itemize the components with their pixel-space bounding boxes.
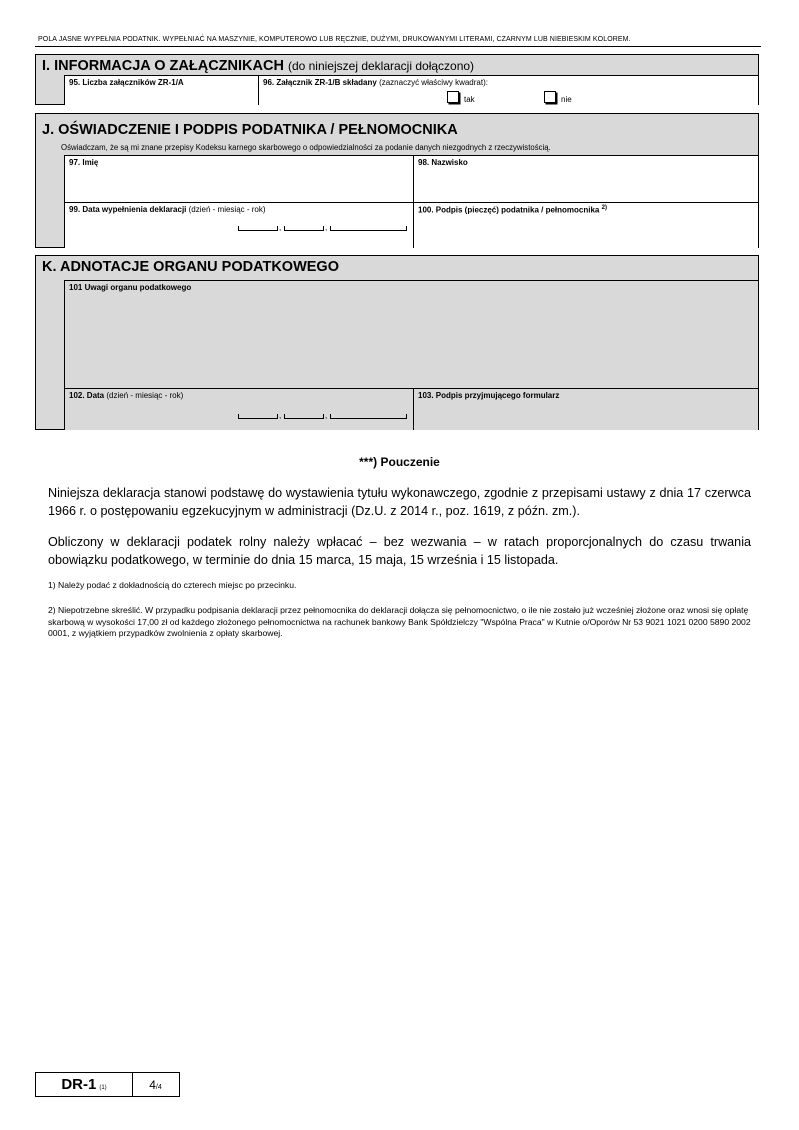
- section-i-title: I. INFORMACJA O ZAŁĄCZNIKACH (do niniejszej deklaracji dołączono): [42, 58, 475, 74]
- form-instruction: POLA JASNE WYPEŁNIA PODATNIK. WYPEŁNIAĆ NA MASZYNIE, KOMPUTEROWO LUB RĘCZNIE, DUŻYMI, DRUKOWANYMI LITERAMI, CZARNYM LUB NIEBIESKIM KOLOREM.: [38, 36, 631, 43]
- field-100-label: 100. Podpis (pieczęć) podatnika / pełnomocnika $^{2)}$: [418, 205, 607, 215]
- top-rule: [35, 46, 761, 47]
- field-101: [64, 280, 758, 388]
- footnote-2: 2) Niepotrzebne skreślić. W przypadku podpisania deklaracji przez pełnomocnika do deklaracji dołącza się pełnomocnictwo, o ile nie zostało już wcześniej złożone oraz wnosi się opłatę skarbową w wysokości 17,00 zł od każdego złożonego pełnomocnictwa na rachunek bankowy Bank Spółdzielczy "Wspólna Praca" w Kutnie o/Oporów Nr 53 9021 1021 0200 5890 2002 0001, z wyjątkiem przypadków zwolnienia z opłaty skarbowej.: [48, 605, 751, 638]
- field-102-label: 102. Data (dzień - miesiąc - rok): [69, 391, 184, 400]
- footnote-1: 1) Należy podać z dokładnością do czterech miejsc po przecinku.: [48, 580, 297, 590]
- checkbox-tak-label: tak: [464, 95, 475, 104]
- notice-paragraph-2: Obliczony w deklaracji podatek rolny należy wpłacać – bez wezwania – w ratach proporcjonalnych do czasu trwania obowiązku podatkowego, w terminie do dnia 15 marca, 15 maja, 15 września i 15 listopada.: [48, 535, 751, 567]
- date-day-slot: [238, 226, 278, 231]
- declaration-statement: Oświadczam, że są mi znane przepisy Kodeksu karnego skarbowego o odpowiedzialności za podanie danych niezgodnych z rzeczywistością.: [61, 143, 551, 152]
- checkbox-nie-label: nie: [561, 95, 572, 104]
- section-k-title: K. ADNOTACJE ORGANU PODATKOWEGO: [42, 259, 339, 275]
- section-k: [35, 255, 759, 430]
- field-102: 102. Data (dzień - miesiąc - rok) , ,: [64, 388, 413, 430]
- field-99-label: 99. Data wypełnienia deklaracji (dzień - miesiąc - rok): [69, 205, 266, 214]
- field-96-label: 96. Załącznik ZR-1/B składany (zaznaczyć właściwy kwadrat):: [263, 78, 488, 87]
- field-97-label: 97. Imię: [69, 158, 99, 167]
- field-100[interactable]: [413, 202, 758, 248]
- field-101-label: 101 Uwagi organu podatkowego: [69, 283, 192, 292]
- field-97[interactable]: [64, 155, 413, 202]
- field-103-label: 103. Podpis przyjmującego formularz: [418, 391, 560, 400]
- field-96: [258, 75, 758, 105]
- page-number: 4/4: [149, 1078, 162, 1092]
- date-year-slot: [330, 226, 407, 231]
- form-id-box: [35, 1072, 180, 1097]
- field-95-label: 95. Liczba załączników ZR-1/A: [69, 78, 184, 87]
- notice-paragraph-1: Niniejsza deklaracja stanowi podstawę do wystawienia tytułu wykonawczego, zgodnie z przepisami ustawy z dnia 17 czerwca 1966 r. o postępowaniu egzekucyjnym w administracji (Dz.U. z 2014 r., poz. 1619, z późn. zm.).: [48, 486, 751, 518]
- section-j-title: J. OŚWIADCZENIE I PODPIS PODATNIKA / PEŁNOMOCNIKA: [42, 122, 458, 138]
- field-103: [413, 388, 758, 430]
- checkbox-nie[interactable]: [544, 91, 556, 103]
- field-98-label: 98. Nazwisko: [418, 158, 468, 167]
- section-i: [35, 54, 759, 105]
- notice-title: ***) Pouczenie: [359, 455, 440, 469]
- field-98[interactable]: [413, 155, 758, 202]
- field-95[interactable]: [64, 75, 258, 105]
- form-id: DR-1 (1): [36, 1073, 133, 1096]
- checkbox-tak[interactable]: [447, 91, 459, 103]
- field-99[interactable]: 99. Data wypełnienia deklaracji (dzień - miesiąc - rok) , ,: [64, 202, 413, 248]
- date-month-slot: [284, 226, 324, 231]
- section-j: [35, 113, 759, 248]
